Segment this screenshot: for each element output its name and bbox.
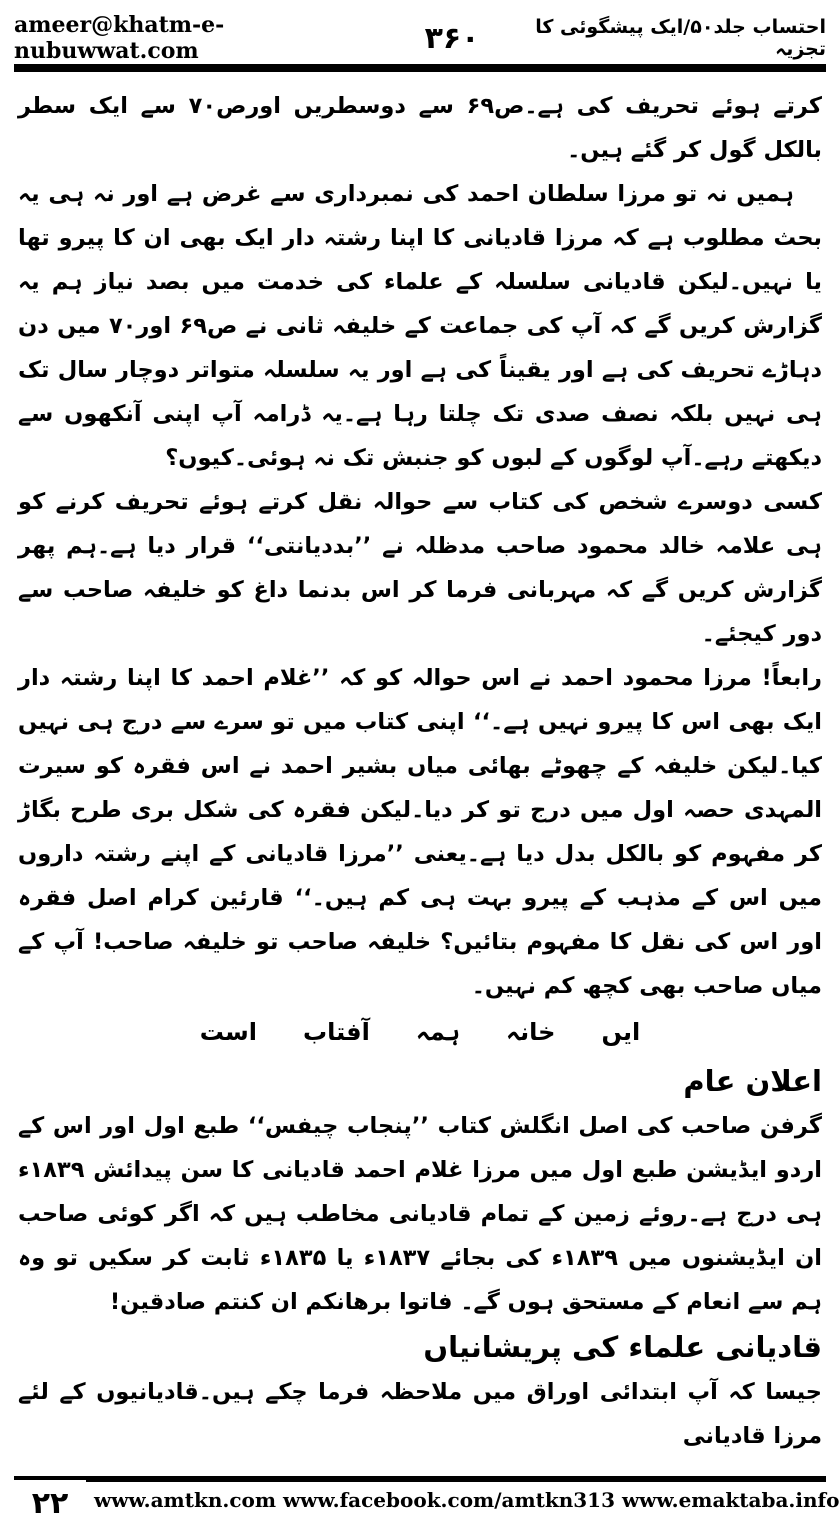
section-heading-announcement: اعلان عام [683,1064,822,1098]
announcement-body: گرفن صاحب کی اصل انگلش کتاب ’’پنجاب چیفس‘‘ طبع اول اور اس کے اردو ایڈیشن طبع اول میں مرزا غلام احمد قادیانی کا سن پیدائش ۱۸۳۹ء ہی درج ہے۔روئے زمین کے تمام قادیانی مخاطب ہیں کہ اگر کوئی صاحب ان ایڈیشنوں میں ۱۸۳۹ء کی بجائے ۱۸۳۷ء یا ۱۸۳۵ء ثابت کر سکیں تو وہ ہم سے انعام کے مستحق ہوں گے۔ [18,1113,822,1315]
page-body [18,84,822,1464]
verse-word: خانہ [506,1018,556,1046]
paragraph-2: ہمیں نہ تو مرزا سلطان احمد کی نمبرداری سے غرض ہے اور نہ ہی یہ بحث مطلوب ہے کہ مرزا قادیانی کا اپنا رشتہ دار ایک بھی ان کا پیرو تھا یا نہیں۔لیکن قادیانی سلسلہ کے علماء کی خدمت میں بصد نیاز ہم یہ گزارش کریں گے کہ آپ کی جماعت کے خلیفہ ثانی نے ص۶۹ اور۷۰ میں دن دہاڑے تحریف کی ہے اور یقیناً کی ہے اور یہ سلسلہ متواتر دوچار سال تک ہی نہیں بلکہ نصف صدی تک چلتا رہا ہے۔یہ ڈرامہ آپ اپنی آنکھوں سے دیکھتے رہے۔آپ لوگوں کے لبوں کو جنبش تک نہ ہوئی۔کیوں؟ [18,181,823,471]
paragraph-1: کرتے ہوئے تحریف کی ہے۔ص۶۹ سے دوسطریں اورص۷۰ سے ایک سطر بالکل گول کر گئے ہیں۔ [18,93,822,163]
footer-rule-area [86,1476,840,1526]
announcement-text [18,1104,822,1324]
verse-word: آفتاب [302,1018,370,1046]
paragraph-3: کسی دوسرے شخص کی کتاب سے حوالہ نقل کرتے ہوئے تحریف کرنے کو ہی علامہ خالد محمود صاحب مدظلہ نے ’’بددیانتی‘‘ قرار دیا ہے۔ہم پھر گزارش کریں گے کہ مہربانی فرما کر اس بدنما داغ کو خلیفہ صاحب سے دور کیجئے۔ [18,489,822,647]
verse-word: ہمہ [415,1018,461,1046]
header-page-number: ۳۶۰ [424,20,480,56]
verse-word: ایں [601,1018,641,1046]
header-left [14,12,480,64]
announcement-quote: فاتوا برھانکم ان کنتم صادقین! [109,1289,453,1315]
persian-verse [18,1010,822,1054]
footer-urls[interactable]: www.amtkn.com www.facebook.com/amtkn313 www.emaktaba.info [94,1488,840,1512]
troubles-text: جیسا کہ آپ ابتدائی اوراق میں ملاحظہ فرما چکے ہیں۔قادیانیوں کے لئے مرزا قادیانی [18,1379,822,1449]
section-heading-troubles: قادیانی علماء کی پریشانیاں [423,1330,822,1364]
footer-rule [86,1476,826,1482]
verse-word: است [199,1018,257,1046]
page-footer [14,1476,840,1526]
header-rule [14,64,826,72]
page-header [14,14,826,62]
paragraph-4: رابعاً! مرزا محمود احمد نے اس حوالہ کو کہ ’’غلام احمد کا اپنا رشتہ دار ایک بھی اس کا پیرو نہیں ہے۔‘‘ اپنی کتاب میں تو سرے سے درج ہی نہیں کیا۔لیکن خلیفہ کے چھوٹے بھائی میاں بشیر احمد نے اس فقرہ کو سیرت المہدی حصہ اول میں درج تو کر دیا۔لیکن فقرہ کی شکل بری طرح بگاڑ کر مفہوم کو بالکل بدل دیا ہے۔یعنی ’’مرزا قادیانی کے اپنے رشتہ داروں میں اس کے مذہب کے پیرو بہت ہی کم ہیں۔‘‘ قارئین کرام اصل فقرہ اور اس کی نقل کا مفہوم بتائیں؟ خلیفہ صاحب تو خلیفہ صاحب! آپ کے میاں صاحب بھی کچھ کم نہیں۔ [18,665,822,999]
header-email[interactable]: ameer@khatm-e-nubuwwat.com [14,12,225,64]
footer-page-number: ۲۲ [14,1476,86,1526]
header-title: احتساب جلد۵۰/ایک پیشگوئی کا تجزیہ [535,16,826,60]
